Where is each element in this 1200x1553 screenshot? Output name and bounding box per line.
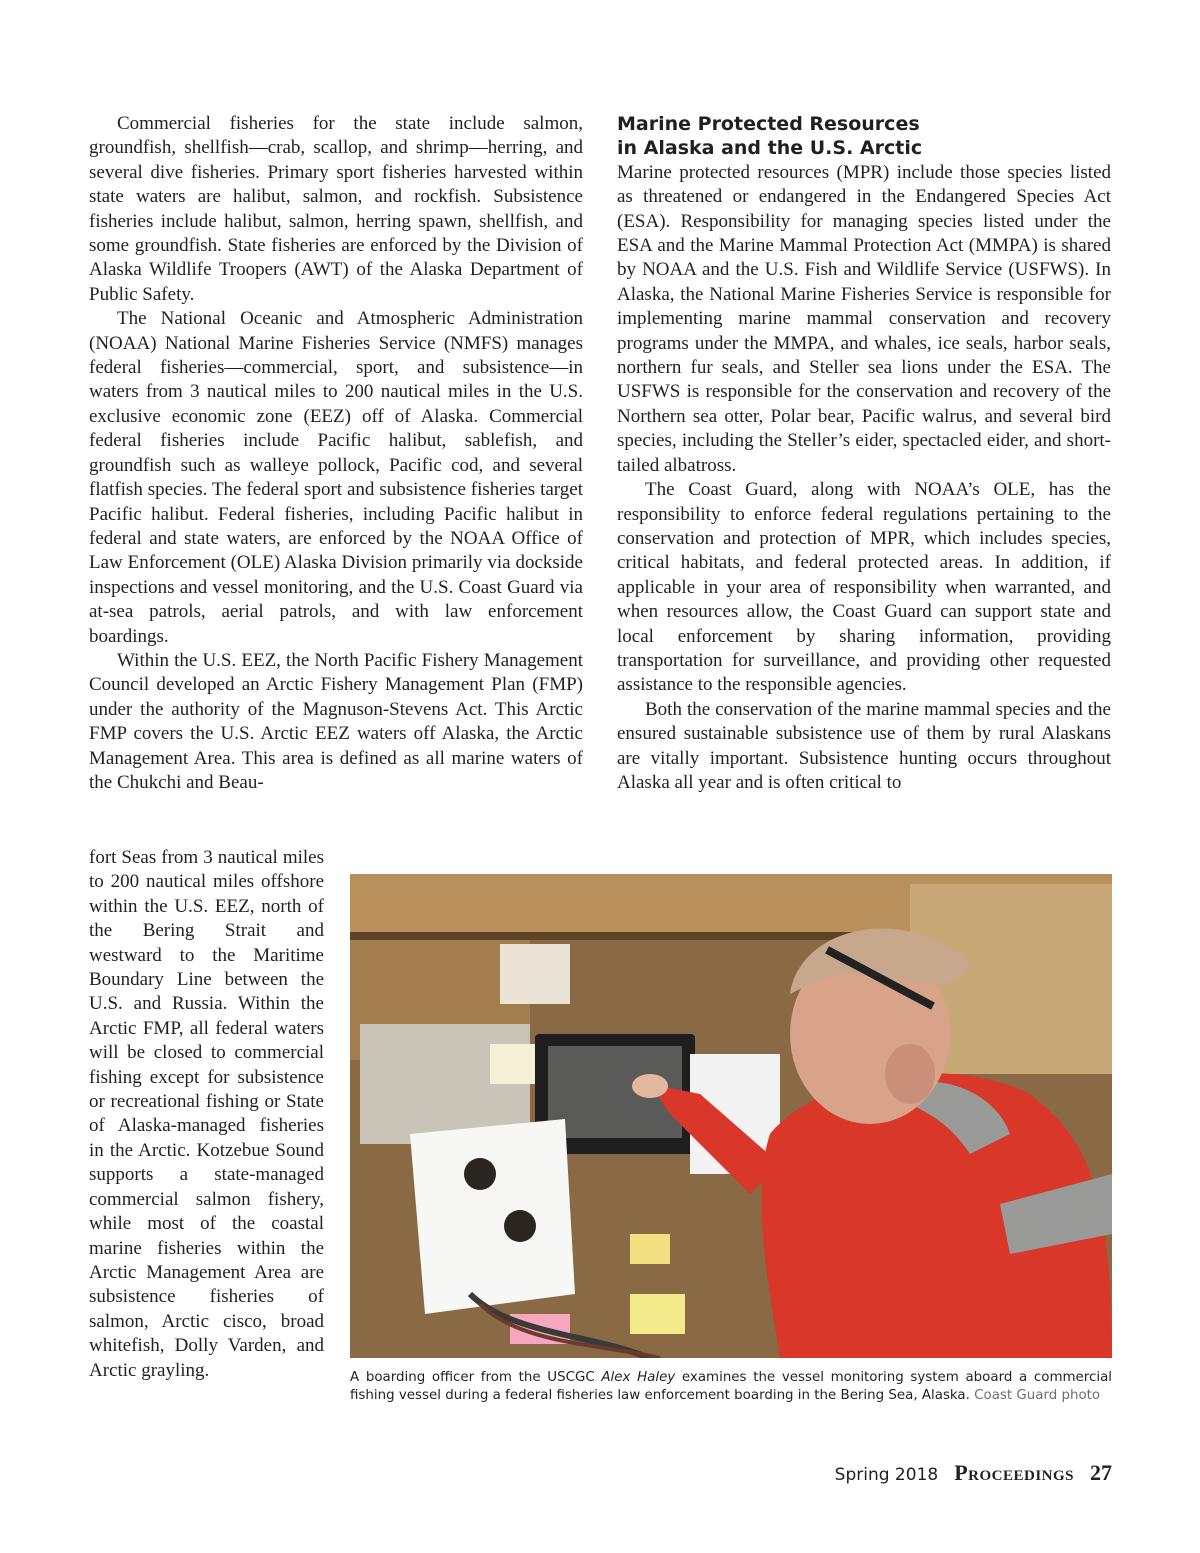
photo-credit: Coast Guard photo [974,1388,1101,1403]
page-footer [835,1460,1112,1490]
section-heading-line: Marine Protected Resources [617,113,920,135]
issue-season: Spring 2018 [834,1465,939,1485]
article-photo [350,874,1112,1358]
caption-text: A boarding officer from the USCGC [350,1370,602,1385]
body-paragraph: Commercial fisheries for the state include salmon, groundfish, shellfish—crab, scallop, and shrimp—herring, and several dive fisheries. Primary sport fisheries harvested within state waters are halibut, salmon, and rockfish. Subsistence fisheries include halibut, salmon, herring spawn, shellfish, and some groundfish. State fisheries are enforced by the Division of Alaska Wildlife Troopers (AWT) of the Alaska Department of Public Safety. [89,113,583,305]
right-column [617,112,1111,795]
left-column [89,112,583,795]
magazine-name: Proceedings [954,1460,1074,1485]
section-heading [617,112,1111,161]
body-paragraph: Within the U.S. EEZ, the North Pacific Fishery Management Council developed an Arctic Fishery Management Plan (FMP) under the authority of the Magnuson-Stevens Act. This Arctic FMP covers the U.S. Arctic EEZ waters off Alaska, the Arctic Management Area. This area is defined as all marine waters of the Chukchi and Beau- [89,649,583,793]
body-paragraph: Marine protected resources (MPR) include those species listed as threatened or endangered in the Endangered Species Act (ESA). Responsibility for managing species listed under the ESA and the Marine Mammal Protection Act (MMPA) is shared by NOAA and the U.S. Fish and Wildlife Service (USFWS). In Alaska, the National Marine Fisheries Service is responsible for implementing marine mammal conservation and recovery programs under the MMPA, and whales, ice seals, harbor seals, northern fur seals, and Steller sea lions under the ESA. The USFWS is responsible for the conservation and recovery of the Northern sea otter, Polar bear, Pacific walrus, and several bird species, including the Steller’s eider, spectacled eider, and short-tailed albatross. [617,161,1111,476]
photo-illustration [350,874,1112,1358]
body-paragraph: fort Seas from 3 nautical miles to 200 nautical miles offshore within the U.S. EEZ, north of the Bering Strait and westward to the Maritime Boundary Line between the U.S. and Russia. Within the Arctic FMP, all federal waters will be closed to commercial fishing except for subsistence or recreational fishing or State of Alaska-managed fisheries in the Arctic. Kotzebue Sound supports a state-managed commercial salmon fishery, while most of the coastal marine fisheries within the Arctic Management Area are subsistence fisheries of salmon, Arctic cisco, broad whitefish, Dolly Varden, and Arctic grayling. [89,847,324,1381]
left-column-continuation [89,846,324,1383]
body-paragraph: Both the conservation of the marine mammal species and the ensured sustainable subsistence use of them by rural Alaskans are vitally important. Subsistence hunting occurs throughout Alaska all year and is often critical to [617,698,1111,793]
photo-caption [350,1369,1112,1405]
page-number: 27 [1090,1460,1112,1485]
section-heading-line: in Alaska and the U.S. Arctic [617,137,923,160]
body-paragraph: The Coast Guard, along with NOAA’s OLE, has the responsibility to enforce federal regulations pertaining to the conservation and protection of MPR, which includes species, critical habitats, and federal protected areas. In addition, if applicable in your area of responsibility when warranted, and when resources allow, the Coast Guard can support state and local enforcement by sharing information, providing transportation for surveillance, and providing other requested assistance to the responsible agencies. [617,479,1111,696]
body-paragraph: The National Oceanic and Atmospheric Administration (NOAA) National Marine Fisheries Service (NMFS) manages federal fisheries—commercial, sport, and subsistence—in waters from 3 nautical miles to 200 nautical miles in the U.S. exclusive economic zone (EEZ) off of Alaska. Commercial federal fisheries include Pacific halibut, sablefish, and groundfish such as walleye pollock, Pacific cod, and several flatfish species. The federal sport and subsistence fisheries target Pacific halibut. Federal fisheries, including Pacific halibut in federal and state waters, are enforced by the NOAA Office of Law Enforcement (OLE) Alaska Division primarily via dockside inspections and vessel monitoring, and the U.S. Coast Guard via at-sea patrols, aerial patrols, and with law enforcement boardings. [89,308,583,647]
caption-text: examines the vessel monitoring system aboard a commercial fishing vessel during a federal fisheries law enforcement boarding in the Bering Sea, Alaska. [350,1370,1112,1403]
caption-vessel-name: Alex Haley [601,1370,676,1385]
